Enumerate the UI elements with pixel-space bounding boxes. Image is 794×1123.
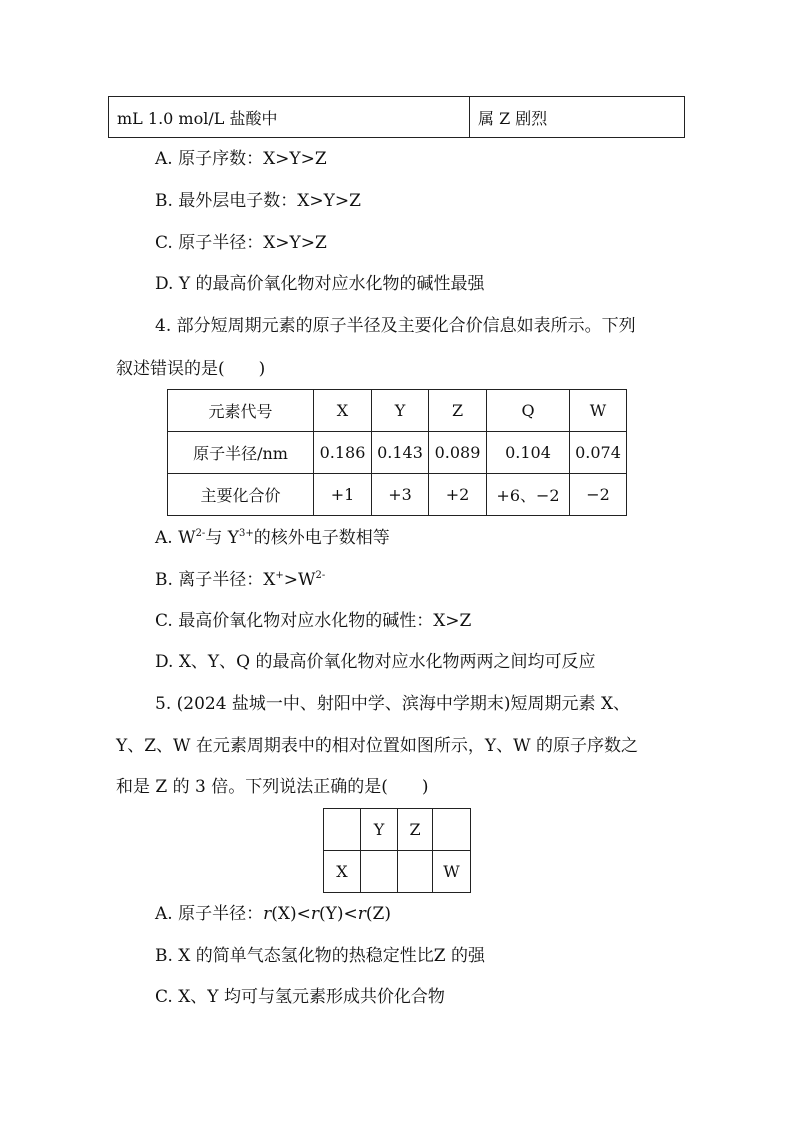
q4-option-c: C. 最高价氧化物对应水化物的碱性：X>Z <box>155 611 472 631</box>
table-cell: 0.089 <box>429 432 487 474</box>
q4-stem-line2: 叙述错误的是( ) <box>116 359 266 379</box>
q3-option-b: B. 最外层电子数：X>Y>Z <box>155 191 361 211</box>
table-cell: 0.186 <box>314 432 372 474</box>
table-cell: +2 <box>429 474 487 516</box>
table-cell-right: 属 Z 剧烈 <box>470 97 685 138</box>
header-cell: Y <box>372 390 429 432</box>
header-cell: 元素代号 <box>168 390 314 432</box>
table-cell: +3 <box>372 474 429 516</box>
q5-stem-line2: Y、Z、W 在元素周期表中的相对位置如图所示，Y、W 的原子序数之 <box>116 736 639 756</box>
table-cell: 0.074 <box>570 432 627 474</box>
table-cell: 0.143 <box>372 432 429 474</box>
periodic-position-grid <box>323 808 471 893</box>
table-cell: +6、−2 <box>487 474 570 516</box>
q4-option-a: A. $W^{2-}$与 $Y^{3+}$的核外电子数相等 <box>155 528 390 548</box>
q5-option-b: B. X 的简单气态氢化物的热稳定性比Z 的强 <box>155 946 486 966</box>
table-cell: +1 <box>314 474 372 516</box>
q5-option-a: A. 原子半径：r(X)<r(Y)<r(Z) <box>155 904 391 924</box>
q4-option-d: D. X、Y、Q 的最高价氧化物对应水化物两两之间均可反应 <box>155 652 596 672</box>
grid-cell <box>433 809 471 851</box>
q4-stem-line1: 4. 部分短周期元素的原子半径及主要化合价信息如表所示。下列 <box>155 316 636 336</box>
q4-option-b: B. 离子半径：$X^+>W^{2-}$ <box>155 570 326 590</box>
element-data-table <box>167 389 627 516</box>
row-label: 主要化合价 <box>168 474 314 516</box>
header-cell: X <box>314 390 372 432</box>
row-label: 原子半径/nm <box>168 432 314 474</box>
q3-option-c: C. 原子半径：X>Y>Z <box>155 233 327 253</box>
q5-stem-line3: 和是 Z 的 3 倍。下列说法正确的是( ) <box>116 777 429 797</box>
grid-cell: W <box>433 851 471 893</box>
q3-option-a: A. 原子序数：X>Y>Z <box>155 149 327 169</box>
header-cell: Z <box>429 390 487 432</box>
header-cell: Q <box>487 390 570 432</box>
q5-stem-line1: 5. (2024 盐城一中、射阳中学、滨海中学期末)短周期元素 X、 <box>155 694 631 714</box>
table-cell-left: mL 1.0 mol/L 盐酸中 <box>109 97 470 138</box>
q3-option-d: D. Y 的最高价氧化物对应水化物的碱性最强 <box>155 274 485 294</box>
grid-cell <box>324 809 361 851</box>
grid-cell: Z <box>398 809 433 851</box>
grid-cell: Y <box>361 809 398 851</box>
table-cell: −2 <box>570 474 627 516</box>
grid-cell <box>361 851 398 893</box>
q5-option-c: C. X、Y 均可与氢元素形成共价化合物 <box>155 987 445 1007</box>
header-cell: W <box>570 390 627 432</box>
grid-cell: X <box>324 851 361 893</box>
table-cell: 0.104 <box>487 432 570 474</box>
continued-table <box>108 96 685 138</box>
grid-cell <box>398 851 433 893</box>
